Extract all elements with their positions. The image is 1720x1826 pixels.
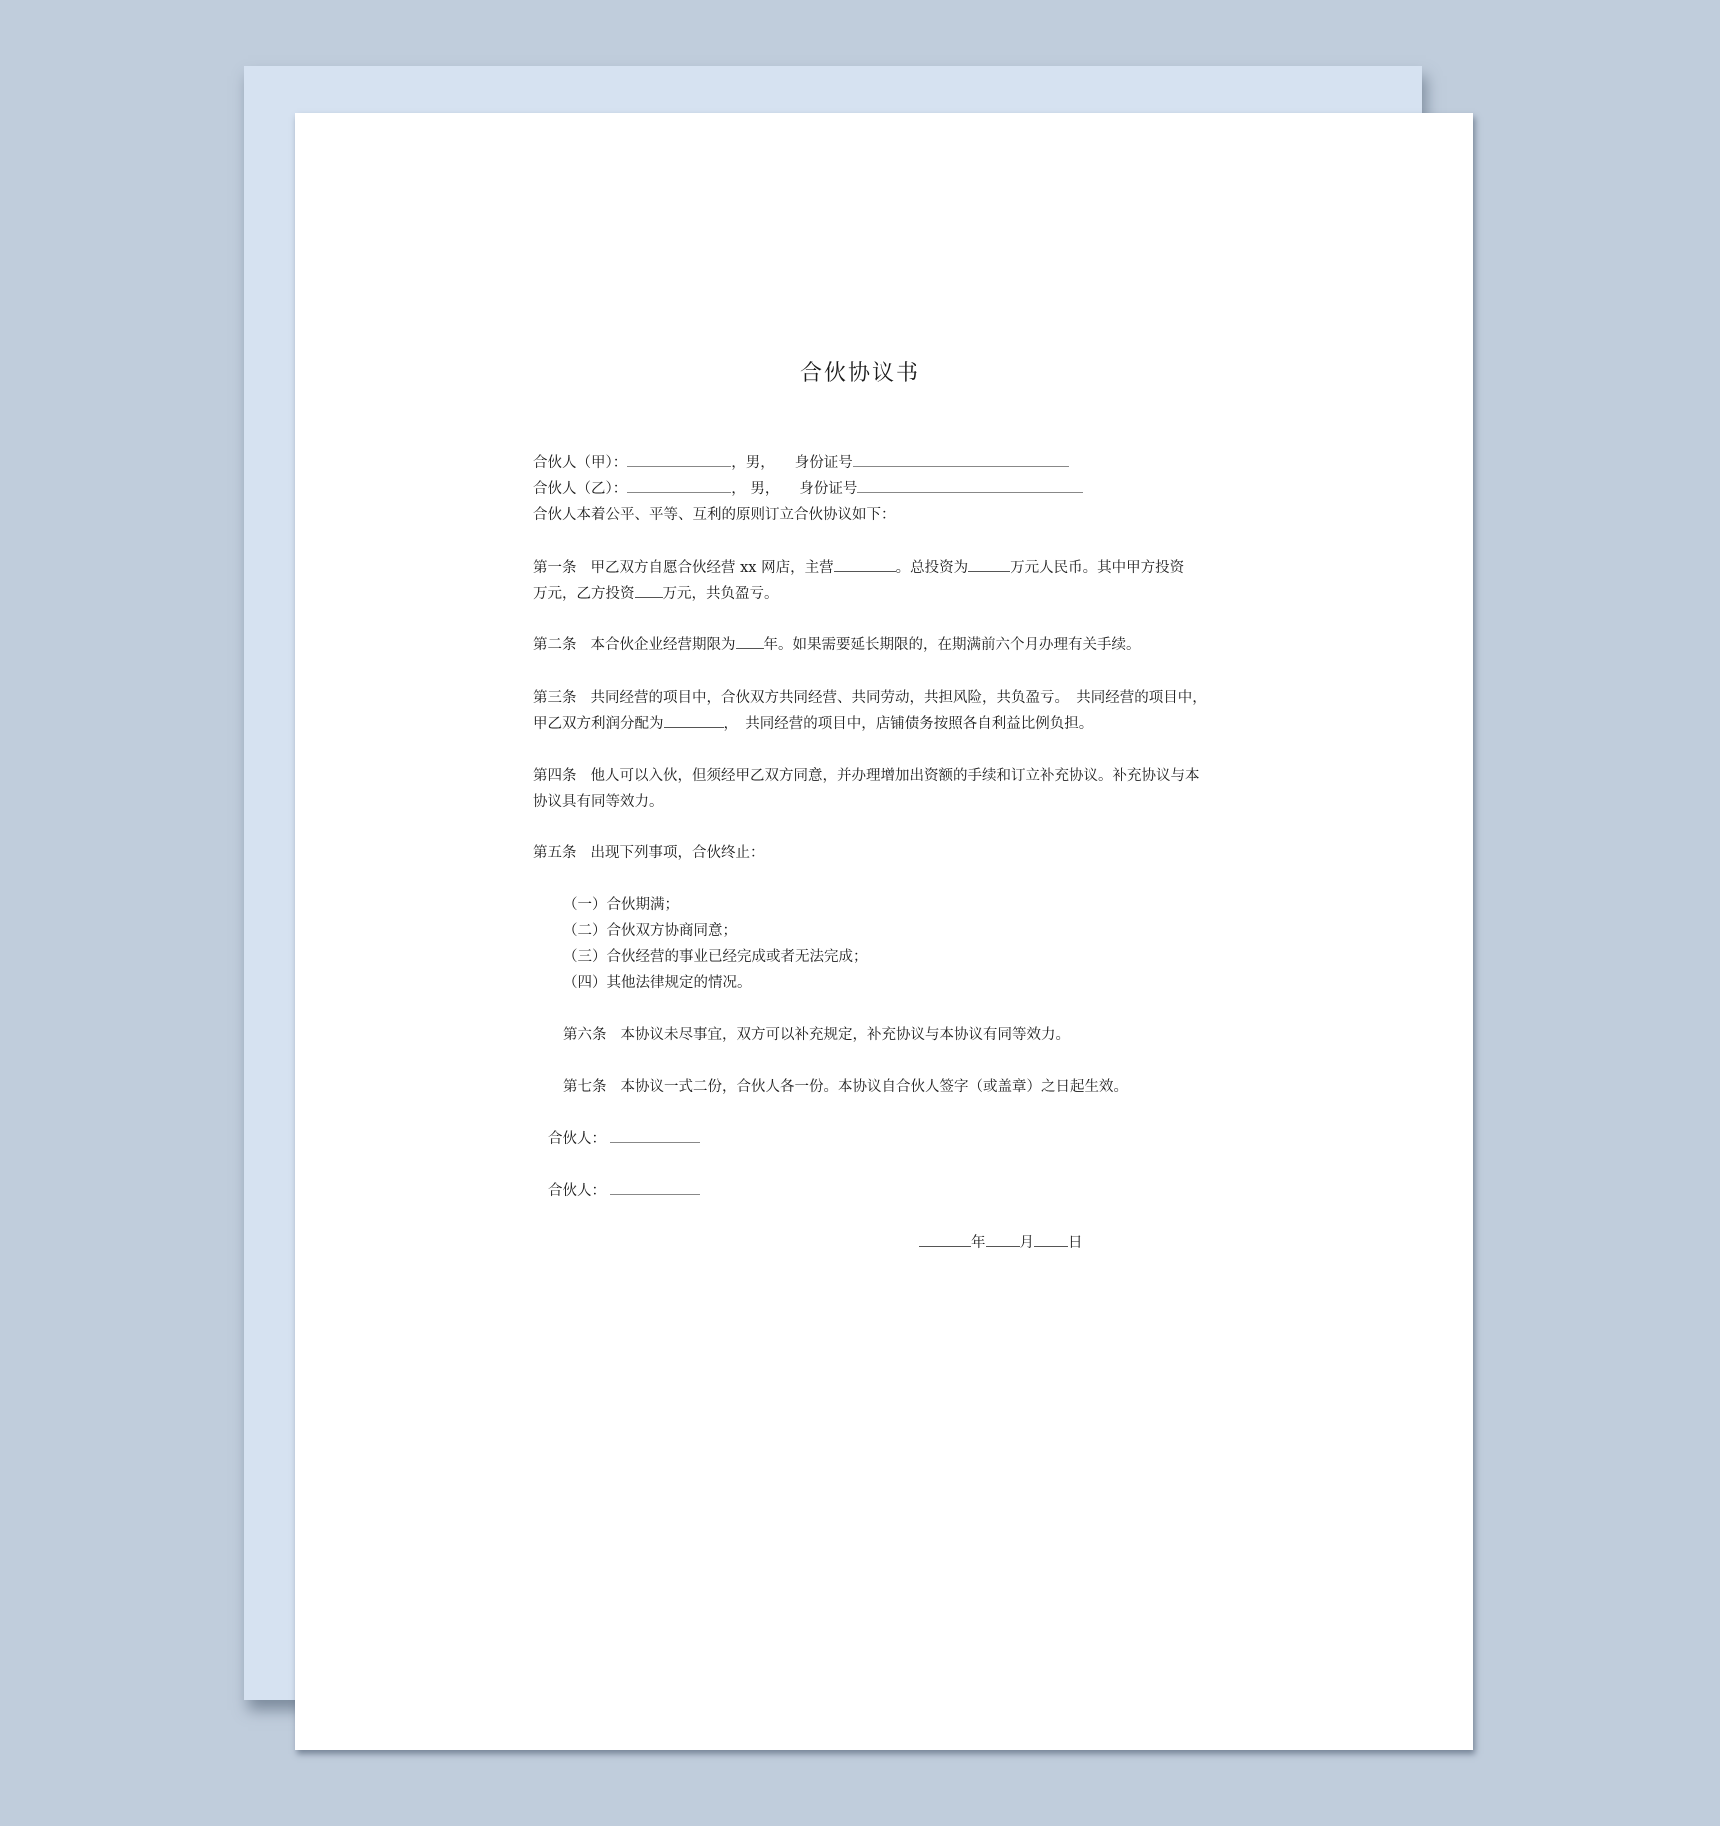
article-6-label: 第六条 [563,1027,607,1043]
signature-line-1 [548,1127,700,1148]
article-2-text-b: 年。如果需要延长期限的，在期满前六个月办理有关手续。 [763,637,1141,653]
article-3-label: 第三条 [533,690,577,706]
article-2-label: 第二条 [533,637,577,653]
article-5 [533,841,765,862]
party-b-id-blank[interactable] [857,478,1083,493]
party-b-investment-blank[interactable] [635,583,663,598]
term-years-blank[interactable] [736,634,764,649]
month-label: 月 [1019,1235,1034,1251]
article-1-text-b: 。总投资为 [895,560,969,576]
article-6 [563,1023,1070,1044]
termination-item: （四）其他法律规定的情况。 [563,975,752,991]
article-4-text-a: 他人可以入伙，但须经甲乙双方同意，并办理增加出资额的手续和订立补充协议。补充协议与本 [590,768,1200,784]
signature-blank-2[interactable] [610,1180,700,1195]
article-3 [533,685,1233,737]
article-4-label: 第四条 [533,768,577,784]
article-3-text-a: 共同经营的项目中，合伙双方共同经营、共同劳动，共担风险，共负盈亏。 共同经营的项目中， [590,690,1207,706]
party-b-label: 合伙人（乙）： [533,481,628,497]
article-1-text-e: 万元，共负盈亏。 [662,586,779,602]
total-investment-blank[interactable] [968,557,1010,572]
article-5-text: 出现下列事项，合伙终止： [590,845,765,861]
party-a-line [533,451,1069,472]
article-7-text: 本协议一式二份，合伙人各一份。本协议自合伙人签字（或盖章）之日起生效。 [620,1079,1128,1095]
party-a-gender: ，男， [731,455,775,471]
month-blank[interactable] [986,1232,1020,1247]
party-b-gender: ， 男， [731,481,780,497]
article-3-text-c: ， 共同经营的项目中，店铺债务按照各自利益比例负担。 [723,716,1094,732]
termination-item: （一）合伙期满； [563,897,679,913]
preamble: 合伙人本着公平、平等、互利的原则订立合伙协议如下： [533,507,896,523]
party-a-id-label: 身份证号 [794,455,853,471]
party-a-name-blank[interactable] [627,452,731,467]
signature-line-2 [548,1179,700,1200]
day-blank[interactable] [1034,1232,1068,1247]
main-business-blank[interactable] [834,557,896,572]
day-label: 日 [1068,1235,1083,1251]
termination-item: （二）合伙双方协商同意； [563,923,737,939]
article-1-text-c: 万元人民币。其中甲方投资 [1010,560,1185,576]
party-b-name-blank[interactable] [627,478,731,493]
party-a-id-blank[interactable] [853,452,1069,467]
article-3-text-b: 甲乙双方利润分配为 [533,716,664,732]
termination-item: （三）合伙经营的事业已经完成或者无法完成； [563,949,868,965]
article-7-label: 第七条 [563,1079,607,1095]
article-5-label: 第五条 [533,845,577,861]
signature-blank-1[interactable] [610,1128,700,1143]
party-a-label: 合伙人（甲）： [533,455,628,471]
article-2 [533,633,1141,654]
article-1 [533,555,1233,607]
article-1-label: 第一条 [533,560,577,576]
article-7 [563,1075,1128,1096]
date-line [919,1231,1083,1252]
party-b-id-label: 身份证号 [799,481,858,497]
party-b-line [533,477,1083,498]
article-6-text: 本协议未尽事宜，双方可以补充规定，补充协议与本协议有同等效力。 [620,1027,1070,1043]
profit-share-blank[interactable] [664,713,724,728]
article-1-text-d: 万元，乙方投资 [533,586,635,602]
article-4 [533,763,1233,815]
article-1-text-a: 甲乙双方自愿合伙经营 xx 网店，主营 [590,560,834,576]
signature-label: 合伙人： [548,1131,606,1147]
signature-label: 合伙人： [548,1183,606,1199]
document-title: 合伙协议书 [799,361,920,386]
year-label: 年 [971,1235,986,1251]
article-2-text-a: 本合伙企业经营期限为 [590,637,736,653]
year-blank[interactable] [919,1232,971,1247]
article-4-text-b: 协议具有同等效力。 [533,794,664,810]
